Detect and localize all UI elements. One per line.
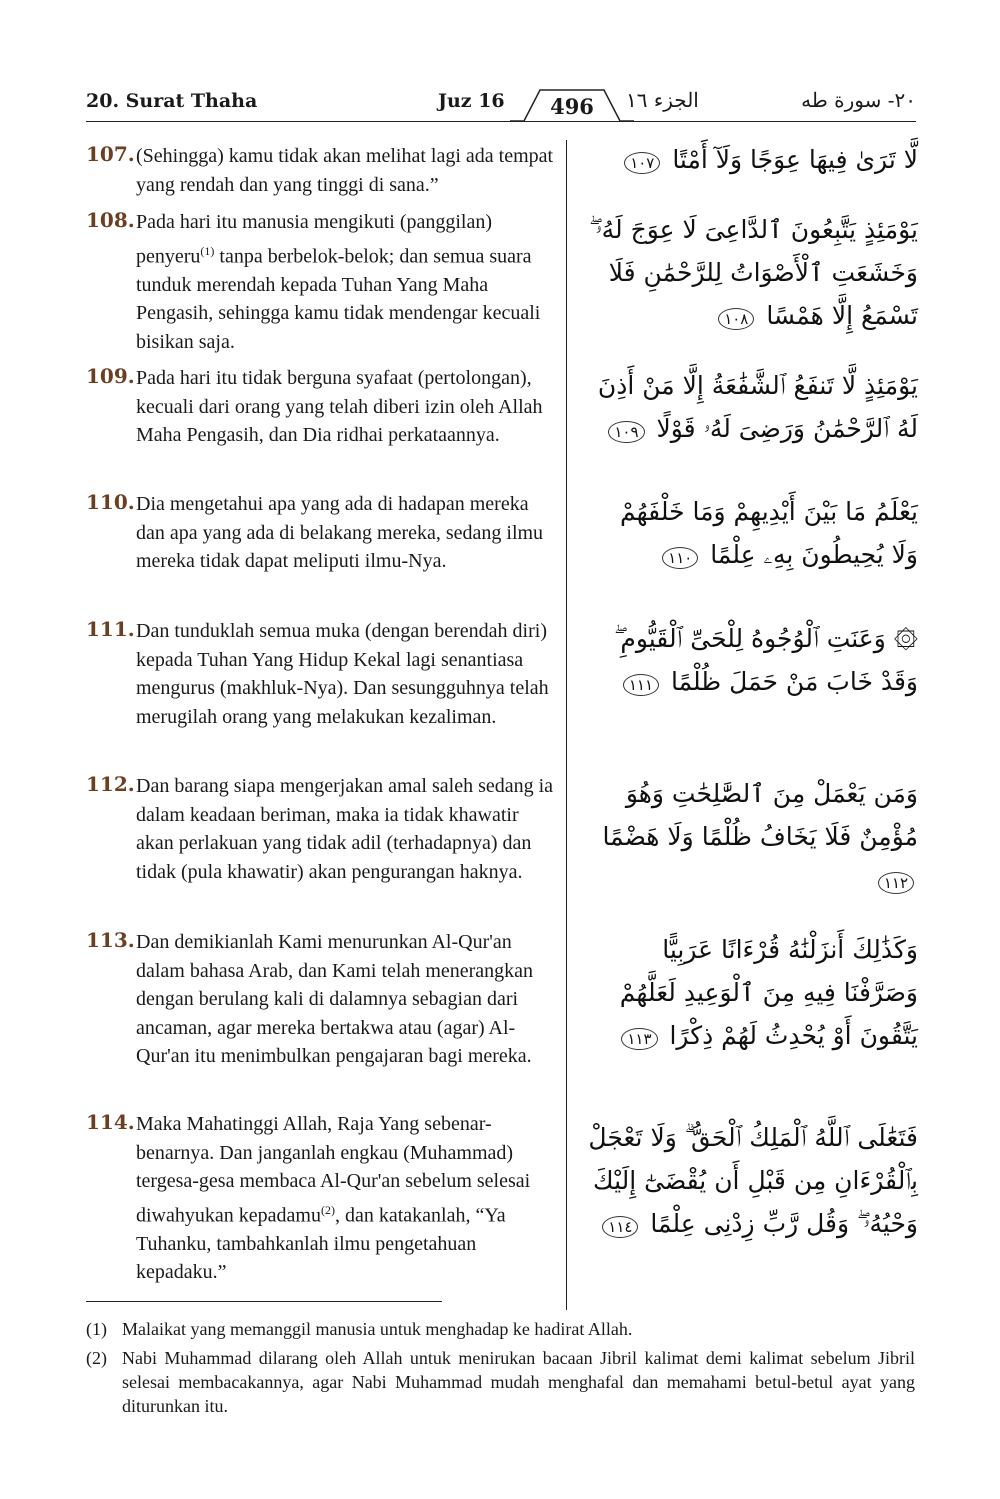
verse-arabic: يَعْلَمُ مَا بَيْنَ أَيْدِيهِمْ وَمَا خَلْفَهُمْ وَلَا يُحِيطُونَ بِهِۦ عِلْمًا ١١٠ bbox=[620, 497, 918, 569]
juz-label-latin: Juz 16 bbox=[438, 90, 505, 112]
verse-translation: Dan tunduklah semua muka (dengan berendah diri) kepada Tuhan Yang Hidup Kekal lagi senantiasa mengurus (makhluk-Nya). Dan sesungguhnya telah merugilah orang yang melakukan kezaliman. bbox=[136, 620, 549, 728]
verse-translation: Dia mengetahui apa yang ada di hadapan mereka dan apa yang ada di belakang mereka, sedang ilmu mereka tidak dapat meliputi ilmu-Nya. bbox=[136, 493, 544, 572]
footnote-rule bbox=[86, 1301, 442, 1302]
page-number: 496 bbox=[550, 94, 594, 119]
ayah-number-marker: ١١١ bbox=[623, 674, 659, 696]
ayah-number-marker: ١٠٨ bbox=[718, 308, 754, 330]
ayah-number-marker: ١١٤ bbox=[602, 1216, 638, 1238]
verse-number: 107. bbox=[86, 142, 135, 166]
juz-label-arabic: الجزء ١٦ bbox=[626, 88, 699, 112]
verse-translation: Pada hari itu manusia mengikuti (panggilan) penyeru$^{(1)}$ tanpa berbelok-belok; dan semua suara tunduk merendah kepada Tuhan Yang Maha Pengasih, sehingga kamu tidak mendengar kecuali bisikan saja. bbox=[136, 211, 541, 353]
verse-arabic: يَوْمَئِذٍ يَتَّبِعُونَ ٱلدَّاعِىَ لَا عِوَجَ لَهُۥ ۖ وَخَشَعَتِ ٱلْأَصْوَاتُ لِلرَّحْمَٰنِ فَلَا تَسْمَعُ إِلَّا هَمْسًا ١٠٨ bbox=[589, 215, 918, 330]
surah-title-arabic: ٢٠- سورة طه bbox=[801, 88, 916, 112]
verse-number: 110. bbox=[86, 490, 135, 514]
footnote-text: Malaikat yang memanggil manusia untuk menghadap ke hadirat Allah. bbox=[122, 1319, 633, 1339]
verse-translation: (Sehingga) kamu tidak akan melihat lagi ada tempat yang rendah dan yang tinggi di sana.” bbox=[136, 145, 554, 196]
footnote-mark: (1) bbox=[86, 1319, 107, 1339]
header-rule bbox=[86, 121, 916, 122]
verse-number: 111. bbox=[86, 617, 135, 641]
verse-number: 109. bbox=[86, 364, 135, 388]
verse-translation: Maka Mahatinggi Allah, Raja Yang sebenar-benarnya. Dan janganlah engkau (Muhammad) tergesa-gesa membaca Al-Qur'an sebelum selesai diwahyukan kepadamu$^{(2)}$, dan katakanlah, “Ya Tuhanku, tambahkanlah ilmu pengetahuan kepadaku.” bbox=[136, 1113, 531, 1284]
verse-number: 114. bbox=[86, 1110, 135, 1134]
verse-number: 108. bbox=[86, 208, 135, 232]
column-divider bbox=[566, 140, 567, 1310]
ayah-number-marker: ١١٣ bbox=[621, 1028, 657, 1050]
footnote-reference: (2) bbox=[320, 1202, 335, 1217]
ayah-number-marker: ١٠٩ bbox=[608, 421, 644, 443]
verse-arabic: فَتَعَٰلَى ٱللَّهُ ٱلْمَلِكُ ٱلْحَقُّ ۗ وَلَا تَعْجَلْ بِٱلْقُرْءَانِ مِن قَبْلِ أَن يُقْضَىٰٓ إِلَيْكَ وَحْيُهُۥ ۖ وَقُل رَّبِّ زِدْنِى عِلْمًا ١١٤ bbox=[588, 1123, 918, 1238]
verse-arabic: ۞ وَعَنَتِ ٱلْوُجُوهُ لِلْحَىِّ ٱلْقَيُّومِ ۖ وَقَدْ خَابَ مَنْ حَمَلَ ظُلْمًا ١١١ bbox=[614, 624, 918, 696]
verse-arabic: وَكَذَٰلِكَ أَنزَلْنَٰهُ قُرْءَانًا عَرَبِيًّا وَصَرَّفْنَا فِيهِ مِنَ ٱلْوَعِيدِ لَعَلَّهُمْ يَتَّقُونَ أَوْ يُحْدِثُ لَهُمْ ذِكْرًا ١١٣ bbox=[619, 935, 918, 1050]
ayah-number-marker: ١١٢ bbox=[878, 872, 914, 894]
verse-arabic: لَّا تَرَىٰ فِيهَا عِوَجًا وَلَآ أَمْتًا ١٠٧ bbox=[586, 138, 918, 181]
verse-translation: Dan demikianlah Kami menurunkan Al-Qur'an dalam bahasa Arab, dan Kami telah menerangkan dengan berulang kali di dalamnya sebagian dari ancaman, agar mereka bertakwa atau (agar) Al-Qur'an itu menimbulkan pengajaran bagi mereka. bbox=[136, 931, 534, 1067]
verse-arabic: وَمَن يَعْمَلْ مِنَ ٱلصَّٰلِحَٰتِ وَهُوَ مُؤْمِنٌ فَلَا يَخَافُ ظُلْمًا وَلَا هَضْمًا ١١٢ bbox=[602, 779, 918, 892]
ayah-number-marker: ١٠٧ bbox=[624, 152, 660, 174]
ayah-number-marker: ١١٠ bbox=[662, 547, 698, 569]
verse-number: 112. bbox=[86, 772, 135, 796]
footnote-text: Nabi Muhammad dilarang oleh Allah untuk menirukan bacaan Jibril kalimat demi kalimat sebelum Jibril selesai membacakannya, agar Nabi Muhammad mudah menghafal dan memahami betul-betul ayat yang diturunkan itu. bbox=[122, 1348, 915, 1416]
page-number-tab bbox=[522, 86, 622, 122]
footnote-reference: (1) bbox=[200, 243, 215, 258]
verse-translation: Dan barang siapa mengerjakan amal saleh sedang ia dalam keadaan beriman, maka ia tidak khawatir akan perlakuan yang tidak adil (terhadapnya) dan tidak (pula khawatir) akan pengurangan haknya. bbox=[136, 775, 554, 883]
verse-number: 113. bbox=[86, 928, 135, 952]
page-header bbox=[86, 86, 916, 122]
verse-arabic: يَوْمَئِذٍ لَّا تَنفَعُ ٱلشَّفَٰعَةُ إِلَّا مَنْ أَذِنَ لَهُ ٱلرَّحْمَٰنُ وَرَضِىَ لَهُۥ قَوْلًا ١٠٩ bbox=[597, 371, 918, 443]
footnote-mark: (2) bbox=[86, 1348, 107, 1368]
verse-translation: Pada hari itu tidak berguna syafaat (pertolongan), kecuali dari orang yang telah diberi izin oleh Allah Maha Pengasih, dan Dia ridhai perkataannya. bbox=[136, 367, 543, 446]
surah-title-latin: 20. Surat Thaha bbox=[86, 90, 258, 112]
